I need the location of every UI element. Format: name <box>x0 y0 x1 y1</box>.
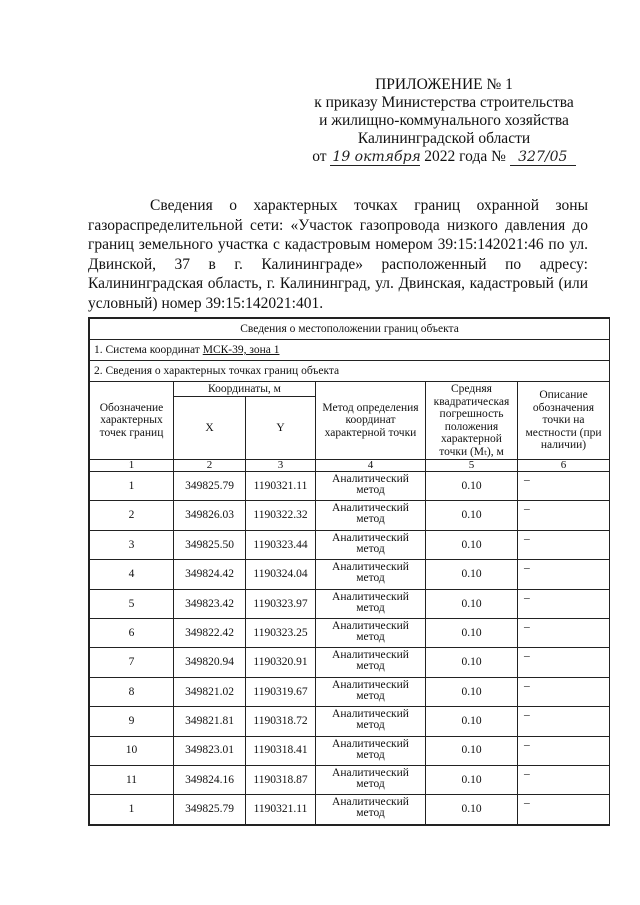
y-coordinate-cell: 1190323.44 <box>246 530 316 559</box>
table-row <box>90 472 610 501</box>
table-row <box>90 736 610 765</box>
column-number: 1 <box>90 460 174 472</box>
description-cell: – <box>518 795 610 824</box>
description-cell: – <box>518 589 610 618</box>
y-coordinate-cell: 1190318.41 <box>246 736 316 765</box>
table-row <box>90 501 610 530</box>
header-point-designation: Обозначение характерных точек границ <box>90 382 174 460</box>
point-cell: 1 <box>90 472 174 501</box>
header-y: Y <box>246 397 316 460</box>
header-accuracy: Средняя квадратическая погрешность положения характерной точки (Мₜ), м <box>426 382 518 460</box>
x-coordinate-cell: 349825.79 <box>174 795 246 824</box>
region-line: Калининградской области <box>357 130 531 147</box>
point-cell: 4 <box>90 560 174 589</box>
accuracy-cell: 0.10 <box>426 618 518 647</box>
table-row <box>90 795 610 824</box>
point-cell: 1 <box>90 795 174 824</box>
intro-paragraph: Сведения о характерных точках границ охранной зоны газораспределительной сети: «Участок газопровода низкого давления до границ земельного участка с кадастровым номером 39:15:142021:46 по ул. Двинской, 37 в г. Калининграде» расположенный по адресу: Калининградская область, г. Калининград, ул. Двинская, кадастровый (или условный) номер 39:15:142021:401. <box>88 197 588 312</box>
method-cell: Аналитический метод <box>316 472 426 501</box>
y-coordinate-cell: 1190321.11 <box>246 472 316 501</box>
point-cell: 5 <box>90 589 174 618</box>
description-cell: – <box>518 530 610 559</box>
header-x: X <box>174 397 246 460</box>
point-cell: 10 <box>90 736 174 765</box>
x-coordinate-cell: 349825.50 <box>174 530 246 559</box>
coordinate-system-value: МСК-39, зона 1 <box>202 343 280 356</box>
y-coordinate-cell: 1190323.25 <box>246 618 316 647</box>
description-cell: – <box>518 648 610 677</box>
description-cell: – <box>518 472 610 501</box>
appendix-title: ПРИЛОЖЕНИЕ № 1 <box>375 76 513 93</box>
accuracy-cell: 0.10 <box>426 765 518 794</box>
x-coordinate-cell: 349823.01 <box>174 736 246 765</box>
x-coordinate-cell: 349820.94 <box>174 648 246 677</box>
x-coordinate-cell: 349825.79 <box>174 472 246 501</box>
table-row <box>90 677 610 706</box>
column-numbers-row <box>90 460 610 472</box>
boundary-points-table <box>88 317 610 826</box>
point-cell: 9 <box>90 707 174 736</box>
points-section-title: 2. Сведения о характерных точках границ объекта <box>90 361 610 382</box>
x-coordinate-cell: 349821.81 <box>174 707 246 736</box>
column-number: 6 <box>518 460 610 472</box>
date-suffix: 2022 года № <box>424 148 506 165</box>
table-row <box>90 530 610 559</box>
method-cell: Аналитический метод <box>316 618 426 647</box>
appendix-header <box>300 76 588 166</box>
method-cell: Аналитический метод <box>316 795 426 824</box>
point-cell: 3 <box>90 530 174 559</box>
table-row <box>90 560 610 589</box>
table-row <box>90 618 610 647</box>
coordinate-system-label: 1. Система координат <box>94 343 203 356</box>
accuracy-cell: 0.10 <box>426 707 518 736</box>
y-coordinate-cell: 1190319.67 <box>246 677 316 706</box>
handwritten-date: 19 октября <box>332 149 421 165</box>
table-row <box>90 589 610 618</box>
header-method: Метод определения координат характерной точки <box>316 382 426 460</box>
method-cell: Аналитический метод <box>316 648 426 677</box>
description-cell: – <box>518 736 610 765</box>
x-coordinate-cell: 349824.16 <box>174 765 246 794</box>
method-cell: Аналитический метод <box>316 589 426 618</box>
description-cell: – <box>518 560 610 589</box>
table-title: Сведения о местоположении границ объекта <box>90 319 610 340</box>
method-cell: Аналитический метод <box>316 530 426 559</box>
x-coordinate-cell: 349822.42 <box>174 618 246 647</box>
table-row <box>90 648 610 677</box>
accuracy-cell: 0.10 <box>426 530 518 559</box>
accuracy-cell: 0.10 <box>426 501 518 530</box>
point-cell: 2 <box>90 501 174 530</box>
method-cell: Аналитический метод <box>316 707 426 736</box>
accuracy-cell: 0.10 <box>426 560 518 589</box>
y-coordinate-cell: 1190321.11 <box>246 795 316 824</box>
column-number: 4 <box>316 460 426 472</box>
header-coordinates: Координаты, м <box>174 382 316 397</box>
accuracy-cell: 0.10 <box>426 736 518 765</box>
description-cell: – <box>518 677 610 706</box>
point-cell: 8 <box>90 677 174 706</box>
point-cell: 6 <box>90 618 174 647</box>
y-coordinate-cell: 1190323.97 <box>246 589 316 618</box>
date-prefix: от <box>312 148 327 165</box>
table-row <box>90 707 610 736</box>
y-coordinate-cell: 1190320.91 <box>246 648 316 677</box>
description-cell: – <box>518 501 610 530</box>
accuracy-cell: 0.10 <box>426 648 518 677</box>
description-cell: – <box>518 707 610 736</box>
y-coordinate-cell: 1190324.04 <box>246 560 316 589</box>
method-cell: Аналитический метод <box>316 765 426 794</box>
ministry-line: и жилищно-коммунального хозяйства <box>319 112 569 129</box>
y-coordinate-cell: 1190322.32 <box>246 501 316 530</box>
accuracy-cell: 0.10 <box>426 677 518 706</box>
accuracy-cell: 0.10 <box>426 795 518 824</box>
header-description: Описание обозначения точки на местности (при наличии) <box>518 382 610 460</box>
column-number: 5 <box>426 460 518 472</box>
method-cell: Аналитический метод <box>316 736 426 765</box>
column-number: 3 <box>246 460 316 472</box>
accuracy-cell: 0.10 <box>426 472 518 501</box>
point-cell: 7 <box>90 648 174 677</box>
y-coordinate-cell: 1190318.87 <box>246 765 316 794</box>
x-coordinate-cell: 349823.42 <box>174 589 246 618</box>
coordinate-system-row <box>90 340 610 361</box>
method-cell: Аналитический метод <box>316 560 426 589</box>
table-row <box>90 765 610 794</box>
x-coordinate-cell: 349821.02 <box>174 677 246 706</box>
x-coordinate-cell: 349826.03 <box>174 501 246 530</box>
handwritten-order-number: 327/05 <box>510 149 576 166</box>
order-date-line <box>300 148 588 166</box>
y-coordinate-cell: 1190318.72 <box>246 707 316 736</box>
column-number: 2 <box>174 460 246 472</box>
method-cell: Аналитический метод <box>316 677 426 706</box>
method-cell: Аналитический метод <box>316 501 426 530</box>
description-cell: – <box>518 618 610 647</box>
point-cell: 11 <box>90 765 174 794</box>
order-reference-line: к приказу Министерства строительства <box>314 94 574 111</box>
description-cell: – <box>518 765 610 794</box>
accuracy-cell: 0.10 <box>426 589 518 618</box>
x-coordinate-cell: 349824.42 <box>174 560 246 589</box>
